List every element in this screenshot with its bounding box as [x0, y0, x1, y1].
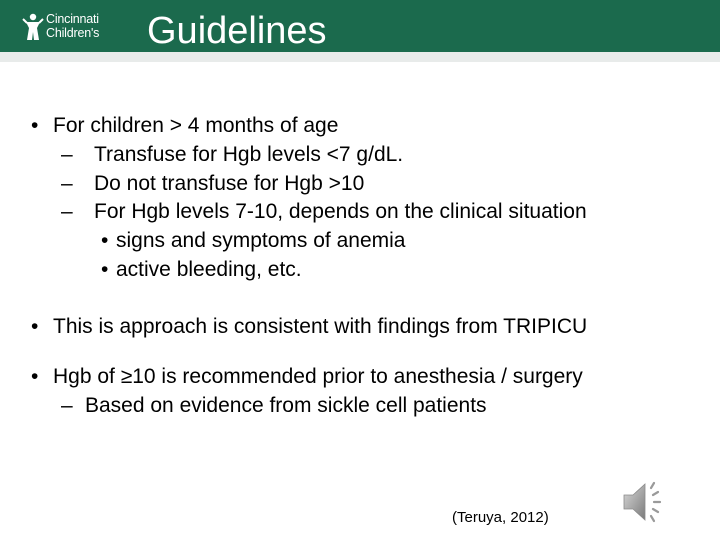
cincinnati-childrens-logo-icon	[22, 13, 44, 41]
speaker-icon[interactable]	[620, 478, 668, 526]
logo-line2: Children's	[46, 26, 100, 40]
logo	[22, 12, 134, 44]
logo-line1: Cincinnati	[46, 12, 99, 26]
citation: (Teruya, 2012)	[452, 509, 549, 526]
page-title: Guidelines	[147, 10, 327, 52]
header-divider	[0, 52, 720, 62]
header-bar	[0, 0, 720, 52]
